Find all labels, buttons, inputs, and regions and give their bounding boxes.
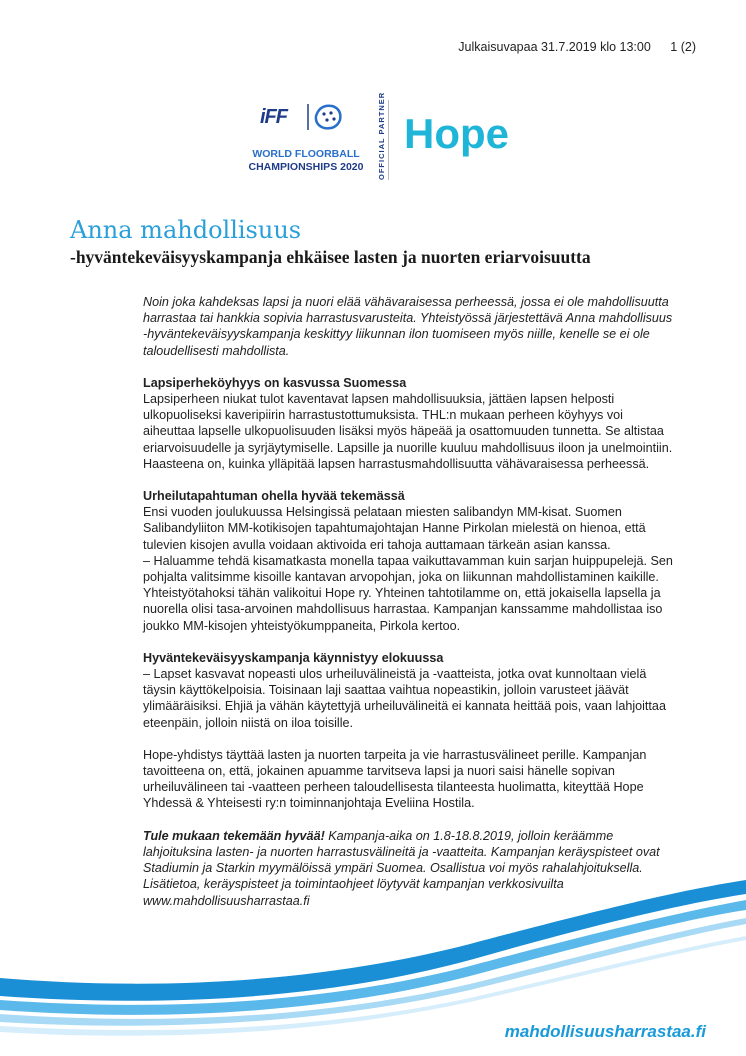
- cta-text: Kampanja-aika on 1.8-18.8.2019, jolloin keräämme lahjoituksina lasten- ja nuorten harrastusvälineitä ja -vaatteita. Kampanjan keräyspisteet ovat Stadiumin ja Starkin myymälöissä ympäri Suomea. Osallistua voi myös rahalahjoituksella. Lisätietoa, keräyspisteet ja toimintaohjeet löytyvät kampanjan verkkosivuilta www.mahdollisuusharrastaa.fi: [143, 828, 660, 908]
- document-header: [458, 40, 696, 54]
- closing-paragraph: Hope-yhdistys täyttää lasten ja nuorten tarpeita ja vie harrastusvälineet perille. Kampanjan tavoitteena on, että, jokainen apuamme tarvitseva lapsi ja nuori saisi hänelle sopivan urheiluvälineen tai -vaatteen perheen taloudellisesta tilanteesta huolimatta, kiteyttää Hope Yhdessä & Yhteisesti ry:n toiminnanjohtaja Eveliina Hostila.: [143, 747, 647, 811]
- section-paragraph: Lapsiperheen niukat tulot kaventavat lapsen mahdollisuuksia, jättäen lapsen helposti ulkopuoliseksi kaveripiirin harrastustottumuksista. THL:n mukaan perheen köyhyys voi aiheuttaa lapselle ulkopuolisuuden lisäksi myös häpeää ja osattomuuden tunnetta. Se altistaa eriarvoisuudelle ja syrjäytymiselle. Lapsille ja nuorille kuuluu mahdollisuus iloon ja unelmointiin. Haasteena on, kuinka ylläpitää lapsen harrastusmahdollisuutta vähävaraisessa perheessä.: [143, 392, 673, 471]
- championship-line2: CHAMPIONSHIPS 2020: [248, 161, 364, 173]
- iff-logo-text: iFF: [260, 106, 287, 128]
- section-child-poverty: [143, 375, 673, 472]
- page-subtitle: -hyväntekeväisyyskampanja ehkäisee lasten ja nuorten eriarvoisuutta: [70, 247, 591, 267]
- floorball-icon: [306, 102, 346, 132]
- partner-logos: [240, 91, 540, 188]
- hope-logo: Hope: [404, 110, 509, 157]
- page-title: Anna mahdollisuus: [70, 216, 302, 244]
- release-info: Julkaisuvapaa 31.7.2019 klo 13:00: [458, 40, 651, 54]
- section-paragraph: – Haluamme tehdä kisamatkasta monella tapaa vaikuttavamman kuin sarjan huippupelejä. Sen pohjalta valitsimme kisoille kantavan arvopohjan, joka on liikunnan mahdollistaminen kaikille. Yhteistyötahoksi tähän valikoitui Hope ry. Yhteinen tahtotilamme on, että jokaisella lapsella ja nuorella olisi tasa-arvoinen mahdollisuus harrastaa. Kampanjan kanssamme mahdollistaa iso joukko MM-kisojen yhteistyökumppaneita, Pirkola kertoo.: [143, 553, 673, 633]
- championship-line1: WORLD FLOORBALL: [252, 148, 360, 160]
- section-heading: Hyväntekeväisyyskampanja käynnistyy elokuussa: [143, 650, 444, 665]
- lead-paragraph: Noin joka kahdeksas lapsi ja nuori elää vähävaraisessa perheessä, jossa ei ole mahdollisuutta harrastaa tai hankkia sopivia harrastusvarusteita. Yhteistyössä järjestettävä Anna mahdollisuus -hyväntekeväisyyskampanja keskittyy liikunnan ilon tuomiseen myös niille, kenelle se ei ole taloudellisesti mahdollista.: [143, 295, 673, 358]
- page-number: 1 (2): [670, 40, 696, 54]
- campaign-url-link[interactable]: mahdollisuusharrastaa.fi: [504, 1022, 706, 1041]
- championship-title: [242, 148, 370, 174]
- section-heading: Lapsiperheköyhyys on kasvussa Suomessa: [143, 375, 407, 390]
- section-paragraph: – Lapset kasvavat nopeasti ulos urheiluvälineistä ja -vaatteista, jotka ovat kunnoltaan vielä täysin käyttökelpoisia. Toisinaan laji saattaa vaihtua nopeastikin, jolloin varusteet jäävät ylimääräisiksi. Ehjiä ja vähän käytettyjä urheiluvälineitä ei kannata heittää pois, vaan lahjoittaa eteenpäin, jolloin niistä on iloa toisille.: [143, 667, 666, 730]
- logo-divider: [388, 100, 389, 180]
- article-body: [143, 294, 673, 909]
- official-partner-label: OFFICIAL PARTNER: [377, 91, 386, 180]
- section-heading: Urheilutapahtuman ohella hyvää tekemässä: [143, 489, 405, 504]
- section-campaign-start: [143, 650, 673, 731]
- section-paragraph: Ensi vuoden joulukuussa Helsingissä pelataan miesten salibandyn MM-kisat. Suomen Salibandyliiton MM-kotikisojen tapahtumajohtajan Hanne Pirkolan mielestä on hienoa, että tulevien kisojen avulla voidaan aktivoida eri tahoja auttamaan tärkeän asian kanssa.: [143, 505, 646, 552]
- section-sports-event: [143, 488, 673, 634]
- cta-emphasis: Tule mukaan tekemään hyvää!: [143, 828, 325, 843]
